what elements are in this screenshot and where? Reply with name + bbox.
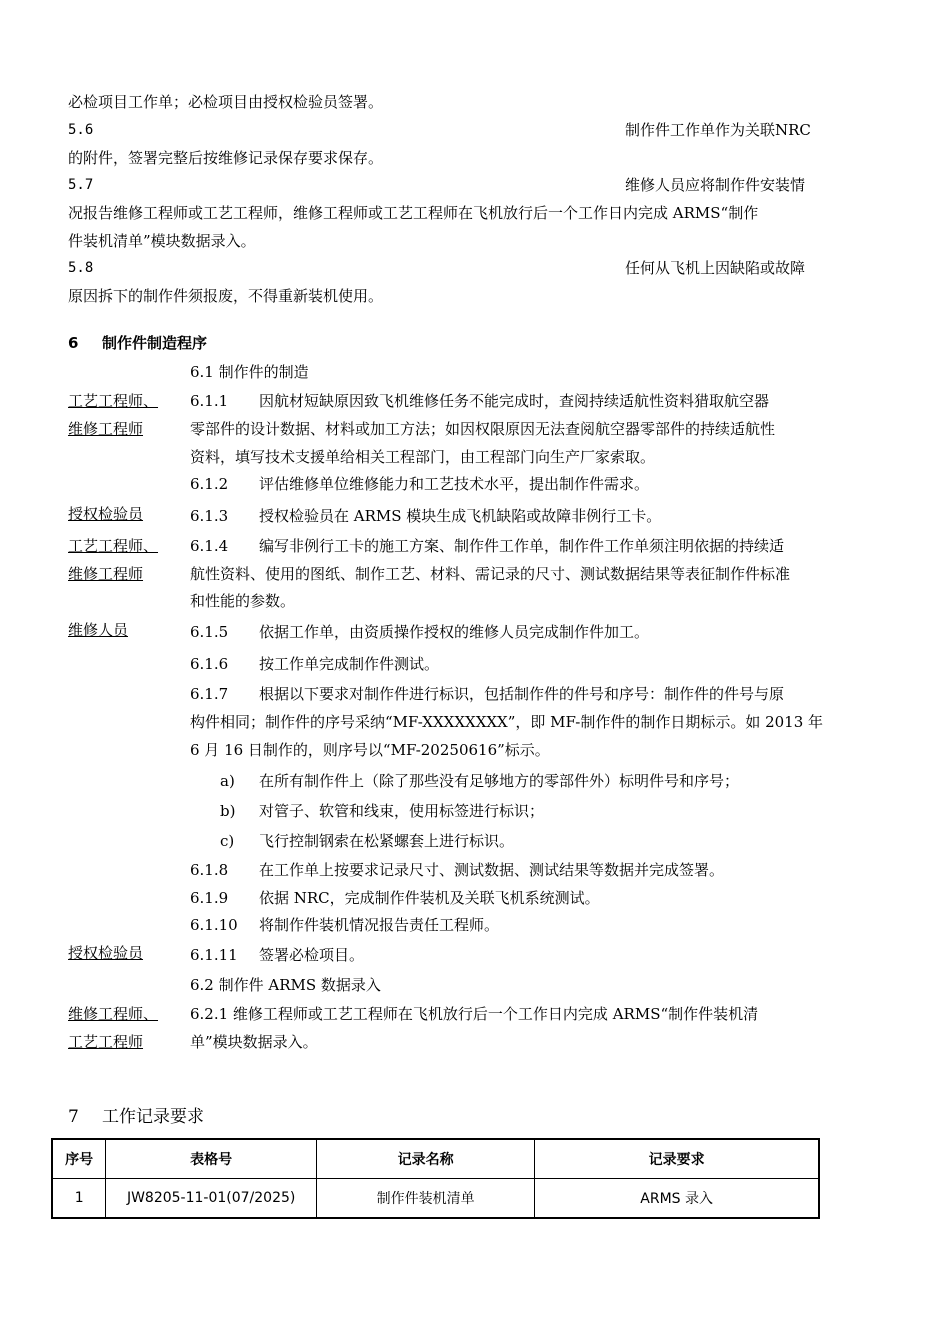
list-item: 对管子、软管和线束，使用标签进行标识； [259, 802, 545, 820]
text-line: 签署必检项目。 [259, 946, 365, 964]
item-number: 6.1.1 [190, 392, 229, 410]
section-title: 工作记录要求 [102, 1107, 204, 1127]
item-number: 6.1.5 [190, 623, 229, 641]
table-cell: 1 [52, 1179, 106, 1219]
table-header-row [52, 1139, 819, 1179]
table-cell: JW8205-11-01(07/2025) [106, 1179, 317, 1219]
text-line: 构件相同；制作件的序号采纳“MF-XXXXXXXX”，即 MF-制作件的制作日期标示。如 2013 年 [190, 713, 824, 731]
text-line: 的附件，签署完整后按维修记录保存要求保存。 [68, 149, 384, 167]
item-number: 6.1.9 [190, 889, 229, 907]
text-line: 任何从飞机上因缺陷或故障 [625, 259, 806, 277]
records-table [51, 1138, 820, 1219]
text-line: 单”模块数据录入。 [190, 1033, 318, 1051]
text-line: 资料，填写技术支援单给相关工程部门，由工程部门向生产厂家索取。 [190, 448, 656, 466]
text-line: 评估维修单位维修能力和工艺技术水平，提出制作件需求。 [259, 475, 650, 493]
role-label: 维修工程师 [68, 565, 144, 583]
role-label: 维修人员 [68, 621, 129, 639]
table-header-cell: 序号 [52, 1139, 106, 1179]
text-line: 编写非例行工卡的施工方案、制作件工作单，制作件工作单须注明依据的持续适 [259, 537, 785, 555]
table-header-cell: 记录名称 [316, 1139, 534, 1179]
role-label: 维修工程师 [68, 420, 144, 438]
text-line: 将制作件装机情况报告责任工程师。 [259, 916, 500, 934]
role-label: 工艺工程师、 [68, 392, 159, 410]
section-number: 5.6 [68, 122, 94, 138]
section-number: 5.8 [68, 260, 94, 276]
item-number: 6.1.8 [190, 861, 229, 879]
role-label: 授权检验员 [68, 505, 144, 523]
item-number: 6.1.10 [190, 916, 238, 934]
list-marker: c) [220, 832, 235, 850]
section-number: 7 [68, 1107, 79, 1127]
item-number: 6.1.7 [190, 685, 229, 703]
text-line: 依据 NRC，完成制作件装机及关联飞机系统测试。 [259, 889, 600, 907]
item-number: 6.1.2 [190, 475, 229, 493]
table-row [52, 1179, 819, 1219]
item-number: 6.1.6 [190, 655, 229, 673]
subsection-title: 6.1 制作件的制造 [190, 363, 309, 381]
text-line: 根据以下要求对制作件进行标识，包括制作件的件号和序号：制作件的件号与原 [259, 685, 785, 703]
item-number: 6.1.11 [190, 946, 238, 964]
item-number: 6.1.4 [190, 537, 229, 555]
table-cell: ARMS 录入 [535, 1179, 819, 1219]
subsection-title: 6.2 制作件 ARMS 数据录入 [190, 976, 381, 994]
text-line: 授权检验员在 ARMS 模块生成飞机缺陷或故障非例行工卡。 [259, 507, 662, 525]
text-line: 航性资料、使用的图纸、制作工艺、材料、需记录的尺寸、测试数据结果等表征制作件标准 [190, 565, 791, 583]
text-line: 件装机清单”模块数据录入。 [68, 232, 256, 250]
list-marker: a) [220, 772, 235, 790]
section-number: 5.7 [68, 177, 94, 193]
role-label: 工艺工程师、 [68, 537, 159, 555]
text-line: 6.2.1 维修工程师或工艺工程师在飞机放行后一个工作日内完成 ARMS“制作件装机清 [190, 1005, 759, 1023]
text-line: 维修人员应将制作件安装情 [625, 176, 806, 194]
role-label: 工艺工程师 [68, 1033, 144, 1051]
table-header-cell: 表格号 [106, 1139, 317, 1179]
text-line: 依据工作单，由资质操作授权的维修人员完成制作件加工。 [259, 623, 650, 641]
item-number: 6.1.3 [190, 507, 229, 525]
list-item: 在所有制作件上（除了那些没有足够地方的零部件外）标明件号和序号； [259, 772, 740, 790]
role-label: 维修工程师、 [68, 1005, 159, 1023]
text-line: 按工作单完成制作件测试。 [259, 655, 440, 673]
text-line: 和性能的参数。 [190, 592, 296, 610]
table-cell: 制作件装机清单 [316, 1179, 534, 1219]
text-line: 零部件的设计数据、材料或加工方法；如因权限原因无法查阅航空器零部件的持续适航性 [190, 420, 776, 438]
list-item: 飞行控制钢索在松紧螺套上进行标识。 [259, 832, 515, 850]
text-line: 原因拆下的制作件须报废，不得重新装机使用。 [68, 287, 384, 305]
table-header-cell: 记录要求 [535, 1139, 819, 1179]
role-label: 授权检验员 [68, 944, 144, 962]
section-number: 6 [68, 334, 79, 352]
text-line: 制作件工作单作为关联NRC [625, 121, 811, 139]
text-line: 况报告维修工程师或工艺工程师，维修工程师或工艺工程师在飞机放行后一个工作日内完成 ARMS“制作 [68, 204, 759, 222]
section-title: 制作件制造程序 [102, 334, 208, 352]
text-line: 因航材短缺原因致飞机维修任务不能完成时，查阅持续适航性资料猎取航空器 [259, 392, 770, 410]
text-line: 必检项目工作单；必检项目由授权检验员签署。 [68, 93, 384, 111]
text-line: 在工作单上按要求记录尺寸、测试数据、测试结果等数据并完成签署。 [259, 861, 725, 879]
list-marker: b) [220, 802, 236, 820]
text-line: 6 月 16 日制作的，则序号以“MF-20250616”标示。 [190, 741, 550, 759]
